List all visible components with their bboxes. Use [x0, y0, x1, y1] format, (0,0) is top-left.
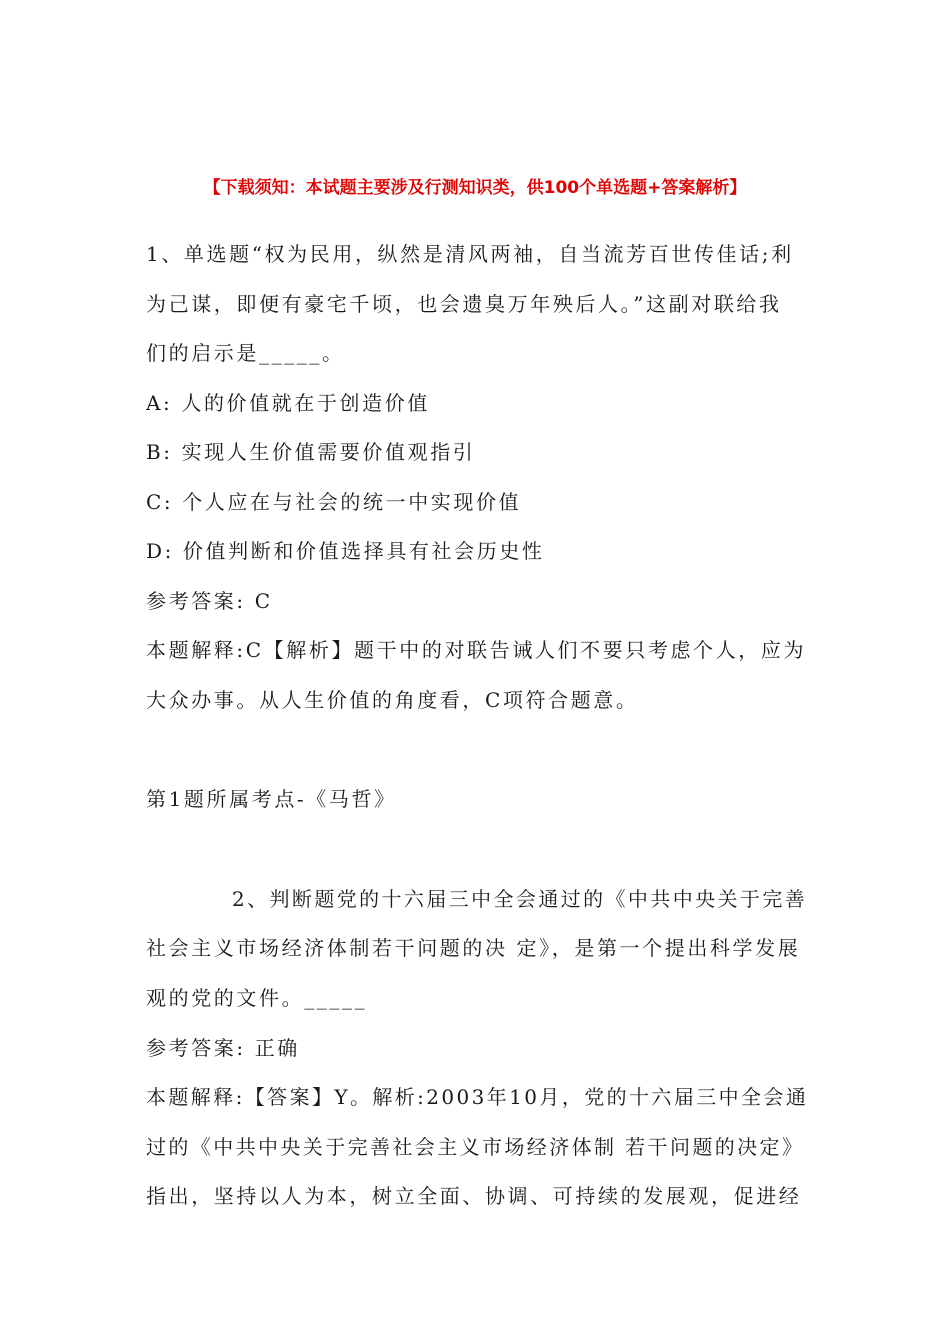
- q1-option-b: B: 实现人生价值需要价值观指引: [146, 440, 476, 464]
- q1-explanation-line-1: 本题解释:C【解析】题干中的对联告诫人们不要只考虑个人，应为: [146, 638, 807, 662]
- q2-explanation-line-2: 过的《中共中央关于完善社会主义市场经济体制 若干问题的决定》: [146, 1135, 805, 1159]
- q1-stem-line-3: 们的启示是_____。: [146, 341, 345, 365]
- q2-stem-line-1: 2、判断题党的十六届三中全会通过的《中共中央关于完善: [232, 887, 808, 911]
- q2-stem-line-2: 社会主义市场经济体制若干问题的决 定》，是第一个提出科学发展: [146, 936, 801, 960]
- q1-option-d: D: 价值判断和价值选择具有社会历史性: [146, 539, 545, 563]
- q2-stem-line-3: 观的党的文件。_____: [146, 986, 368, 1010]
- q1-stem-line-1: 1、单选题“权为民用，纵然是清风两袖，自当流芳百世传佳话;利: [146, 242, 794, 266]
- q2-explanation-line-1: 本题解释:【答案】Y。解析:2003年10月，党的十六届三中全会通: [146, 1085, 809, 1109]
- q2-answer: 参考答案: 正确: [146, 1036, 300, 1060]
- q1-option-a: A: 人的价值就在于创造价值: [146, 391, 430, 415]
- q1-answer: 参考答案: C: [146, 589, 273, 613]
- q1-topic: 第1题所属考点-《马哲》: [146, 787, 397, 811]
- q1-explanation-line-2: 大众办事。从人生价值的角度看，C项符合题意。: [146, 688, 639, 712]
- download-notice: 【下载须知：本试题主要涉及行测知识类，供100个单选题+答案解析】: [203, 178, 747, 198]
- q1-stem-line-2: 为己谋，即便有豪宅千顷，也会遗臭万年殃后人。”这副对联给我: [146, 292, 782, 316]
- q1-option-c: C: 个人应在与社会的统一中实现价值: [146, 490, 522, 514]
- q2-explanation-line-3: 指出，坚持以人为本，树立全面、协调、可持续的发展观，促进经: [146, 1184, 802, 1208]
